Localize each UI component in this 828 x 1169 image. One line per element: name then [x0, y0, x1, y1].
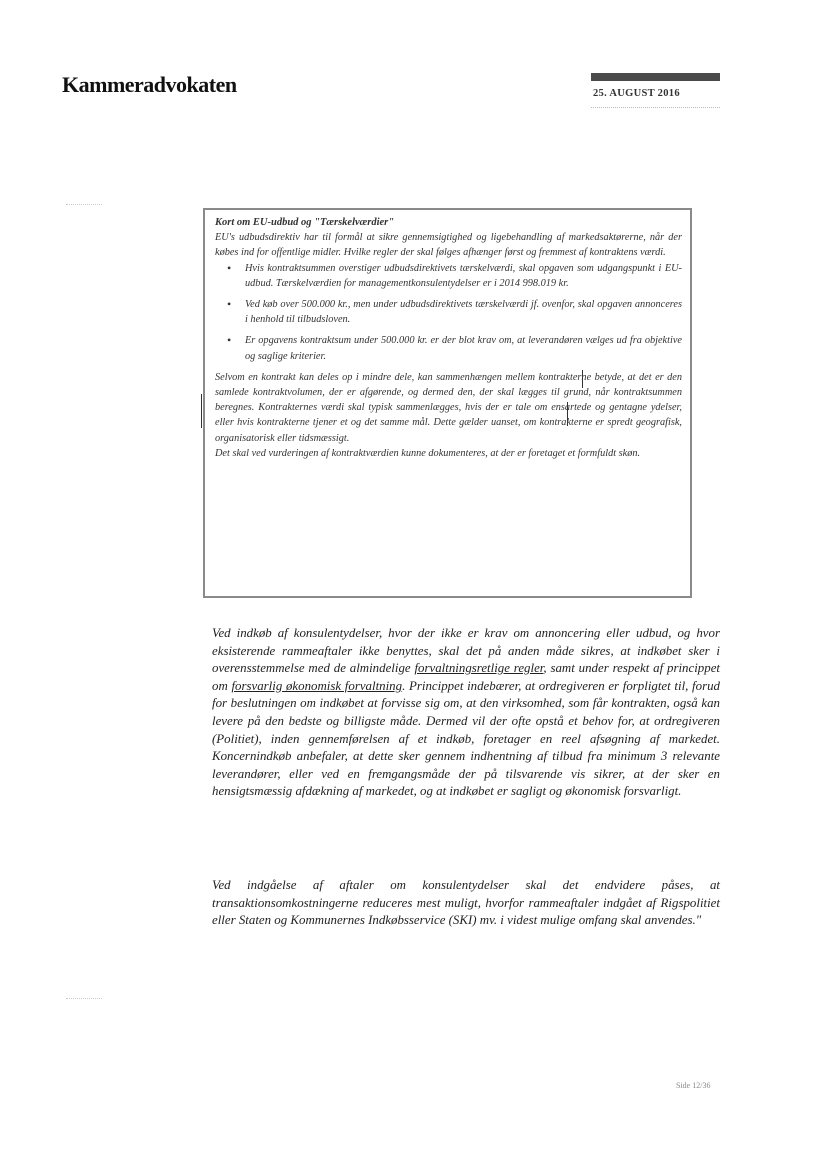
info-box-bullet-list: [215, 261, 682, 364]
text-run: Ved indkøb af konsulentydelser, hvor der ikke er krav om annoncering eller udbud, og hvor eksisterende rammeaftaler ikke benyttes, skal det på anden måde sikres, at indkøbet sker i overensstemmelse med de almindelige: [212, 626, 720, 676]
text-run: , samt under respekt af princippet om: [212, 661, 721, 693]
text-mark: [567, 402, 568, 426]
page-number: Side 12/36: [676, 1081, 711, 1090]
text-run: . Princippet indebærer, at ordregiveren er forpligtet til, forud for beslutningen om indkøbet at forvisse sig om, at den virksomhed, som får kontrakten, også kan levere på den bedste og billigste måde. Dermed vil der ofte opstå et behov for, at ordregiveren (Politiet), inden gennemførelsen af et indkøb, foretager en reel afsøgning af markedet. Koncernindkøb anbefaler, at dette sker gennem indhentning af tilbud fra minimum 3 relevante leverandører, eller ved en fremgangsmåde der på tilsvarende vis sikrer, at der sker en hensigtsmæssig afdækning af markedet, og at indkøbet er sagligt og økonomisk forsvarligt.: [212, 678, 720, 799]
margin-mark: [66, 204, 102, 205]
link-forsvarlig-okonomisk-forvaltning[interactable]: forsvarlig økonomisk forvaltning: [231, 678, 403, 693]
list-item: • Hvis kontraktsummen overstiger udbudsdirektivets tærskelværdi, skal opgaven som udgangspunkt i EU-udbud. Tærskelværdien for managementkonsulentydelser er i 2014 998.019 kr.: [215, 261, 682, 291]
text-mark: [582, 370, 583, 388]
header-accent-bar: [591, 73, 720, 81]
header-divider: [591, 107, 720, 108]
info-box-intro: EU's udbudsdirektiv har til formål at sikre gennemsigtighed og ligebehandling af markedsaktørerne, når der købes ind for offentlige midler. Hvilke regler der skal følges afhænger først og fremmest af kontraktens værdi.: [215, 232, 682, 259]
info-box-paragraph: Selvom en kontrakt kan deles op i mindre dele, kan sammenhængen mellem kontrakterne betyde, at det er den samlede kontraktvolumen, der er afgørende, og dermed den, der skal lægges til grund, når kontraktsummen beregnes. Kontrakternes værdi skal typisk sammenlægges, hvis der er tale om ensartede og gentagne ydelser, eller hvis kontrakterne tjener et og det samme mål. Dette gælder uanset, om kontrakterne er spredt geografisk, organisatorisk eller tidsmæssigt.: [215, 371, 682, 444]
body-paragraph: [212, 625, 720, 801]
info-box-paragraph: Det skal ved vurderingen af kontraktværdien kunne dokumenteres, at der er foretaget et formfuldt skøn.: [215, 447, 641, 459]
body-paragraph: Ved indgåelse af aftaler om konsulentydelser skal det endvidere påses, at transaktionsomkostningerne reduceres mest muligt, hvorfor rammeaftaler indgået af Rigspolitiet eller Staten og Kommunernes Indkøbsservice (SKI) mv. i videst mulige omfang skal anvendes.": [212, 878, 720, 928]
margin-mark: [66, 998, 102, 999]
margin-change-bar: [201, 394, 202, 428]
header-date: 25. AUGUST 2016: [593, 88, 680, 99]
brand-logo-text: Kammeradvokaten: [62, 72, 237, 97]
link-forvaltningsretlige-regler[interactable]: forvaltningsretlige regler: [414, 661, 544, 676]
list-item: • Er opgavens kontraktsum under 500.000 kr. er der blot krav om, at leverandøren vælges ud fra objektive og saglige kriterier.: [215, 333, 682, 363]
list-item: • Ved køb over 500.000 kr., men under udbudsdirektivets tærskelværdi jf. ovenfor, skal opgaven annonceres i henhold til tilbudsloven.: [215, 297, 682, 327]
info-box: [203, 208, 692, 598]
info-box-title: Kort om EU-udbud og "Tærskelværdier": [215, 217, 395, 228]
